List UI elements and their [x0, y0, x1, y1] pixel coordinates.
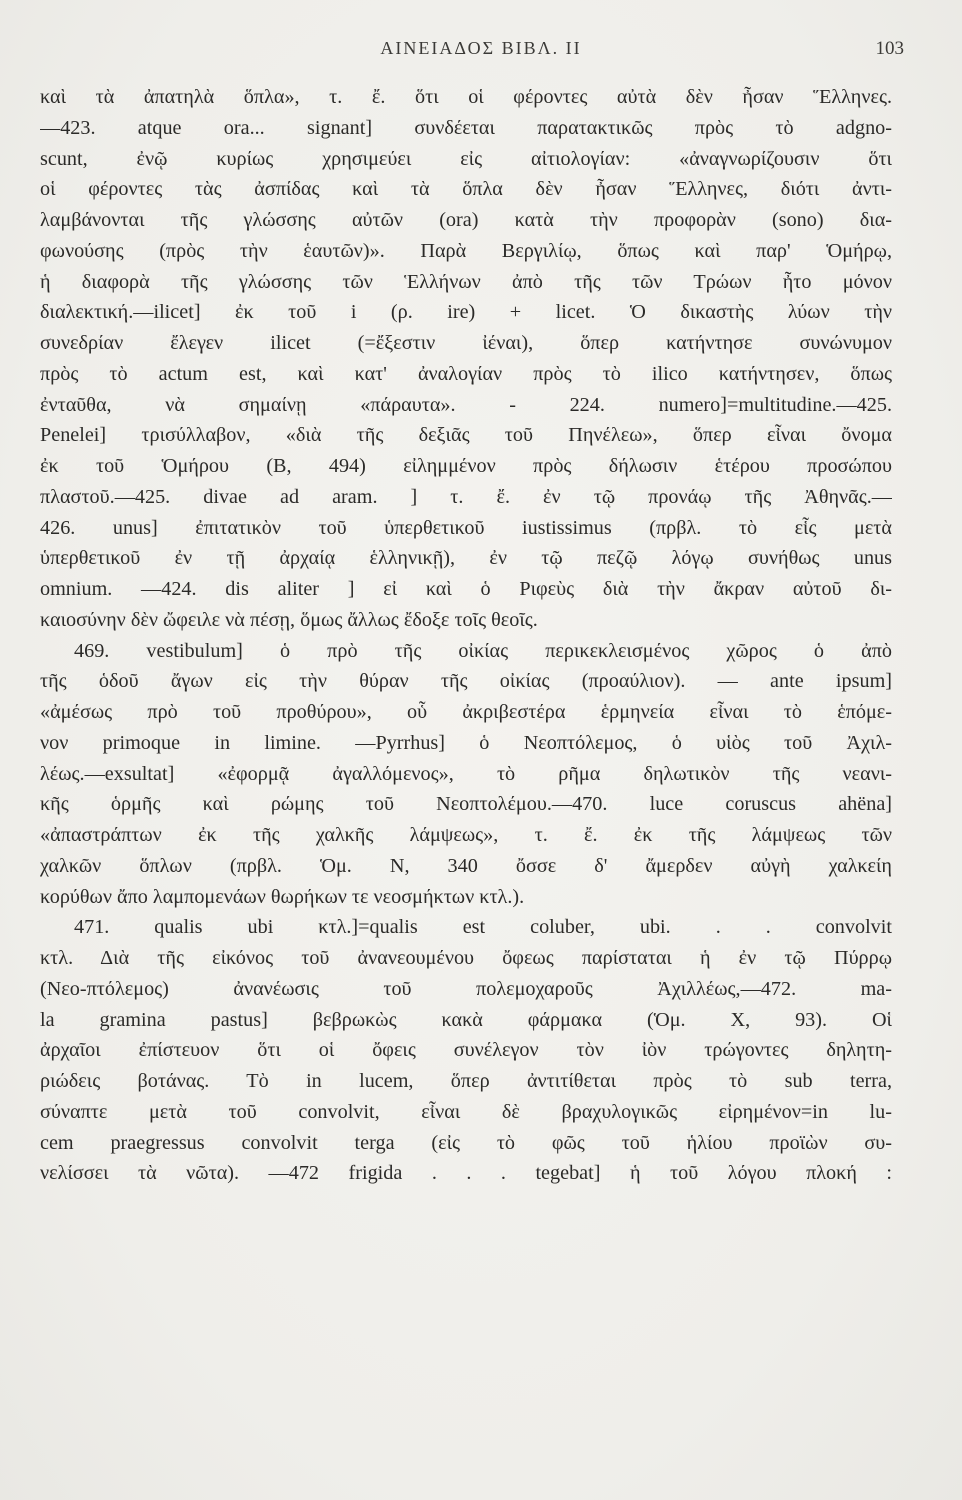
paragraph-first-line: 469. vestibulum] ὁ πρὸ τῆς οἰκίας περικεκλεισμένος χῶρος ὁ ἀπὸ: [74, 639, 892, 662]
text-line: ἐνταῦθα, νὰ σημαίνῃ «πάραυτα». - 224. numero]=multitudine.—425.: [40, 393, 892, 416]
text-line: κτλ. Διὰ τῆς εἰκόνος τοῦ ἀνανεουμένου ὄφεως παρίσταται ἡ ἐν τῷ Πύρρῳ: [40, 947, 892, 969]
text-line: συνεδρίαν ἔλεγεν ilicet (=ἔξεστιν ἰέναι), ὅπερ κατήντησε συνώνυμον: [40, 332, 892, 354]
paragraph-first-line: 471. qualis ubi κτλ.]=qualis est coluber, ubi. . . convolvit: [74, 916, 892, 939]
text-line: νελίσσει τὰ νῶτα). —472 frigida . . . tegebat] ἡ τοῦ λόγου πλοκή :: [40, 1162, 892, 1185]
text-line: φωνούσης (πρὸς τὴν ἑαυτῶν)». Παρὰ Βεργιλίῳ, ὅπως καὶ παρ' Ὁμήρῳ,: [40, 239, 892, 262]
text-line: λαμβάνονται τῆς γλώσσης αὐτῶν (ora) κατὰ τὴν προφορὰν (sono) δια-: [40, 209, 892, 231]
text-line: ἀρχαῖοι ἐπίστευον ὅτι οἱ ὄφεις συνέλεγον τὸν ἰὸν τρώγοντες δηλητη-: [40, 1039, 892, 1062]
text-line: (Νεο-πτόλεμος) ἀνανέωσις τοῦ πολεμοχαροῦς Ἀχιλλέως,—472. ma-: [40, 977, 892, 1000]
text-line: καὶ τὰ ἀπατηλὰ ὅπλα», τ. ἔ. ὅτι οἱ φέροντες αὐτὰ δὲν ἦσαν Ἕλληνες.: [40, 86, 892, 108]
running-title: ΑΙΝΕΙΑΔΟΣ ΒΙΒΛ. II: [380, 38, 582, 58]
commentary-text: [40, 82, 892, 1189]
text-line: ἡ διαφορὰ τῆς γλώσσης τῶν Ἑλλήνων ἀπὸ τῆς τῶν Τρώων ἦτο μόνον: [40, 270, 892, 293]
text-line: διαλεκτική.—ilicet] ἐκ τοῦ i (ρ. ire) + licet. Ὁ δικαστὴς λύων τὴν: [40, 301, 892, 324]
text-line: πλαστοῦ.—425. divae ad aram. ] τ. ἔ. ἐν τῷ προνάῳ τῆς Ἀθηνᾶς.—: [40, 485, 892, 508]
text-line: 426. unus] ἐπιτατικὸν τοῦ ὑπερθετικοῦ iustissimus (πρβλ. τὸ εἷς μετὰ: [40, 516, 892, 539]
text-line: σύναπτε μετὰ τοῦ convolvit, εἶναι δὲ βραχυλογικῶς εἰρημένον=in lu-: [40, 1100, 892, 1123]
text-line: χαλκῶν ὅπλων (πρβλ. Ὁμ. Ν, 340 ὄσσε δ' ἄμερδεν αὐγὴ χαλκείη: [40, 854, 892, 877]
text-line: ὑπερθετικοῦ ἐν τῇ ἀρχαίᾳ ἑλληνικῇ), ἐν τῷ πεζῷ λόγῳ συνήθως unus: [40, 547, 892, 570]
text-line: «ἀπαστράπτων ἐκ τῆς χαλκῆς λάμψεως», τ. ἔ. ἐκ τῆς λάμψεως τῶν: [40, 824, 892, 846]
text-line: οἱ φέροντες τὰς ἀσπίδας καὶ τὰ ὅπλα δὲν ἦσαν Ἕλληνες, διότι ἀντι-: [40, 178, 892, 201]
text-line: ἐκ τοῦ Ὁμήρου (Β, 494) εἰλημμένον πρὸς δήλωσιν ἑτέρου προσώπου: [40, 455, 892, 477]
text-line: omnium. —424. dis aliter ] εἰ καὶ ὁ Ριφεὺς διὰ τὴν ἄκραν αὐτοῦ δι-: [40, 578, 892, 600]
text-line: πρὸς τὸ actum est, καὶ κατ' ἀναλογίαν πρὸς τὸ ilico κατήντησεν, ὅπως: [40, 362, 892, 385]
text-line: τῆς ὁδοῦ ἄγων εἰς τὴν θύραν τῆς οἰκίας (πρoαύλιον). — ante ipsum]: [40, 670, 892, 693]
text-line: «ἀμέσως πρὸ τοῦ προθύρου», οὗ ἀκριβεστέρα ἑρμηνεία εἶναι τὸ ἑπόμε-: [40, 701, 892, 723]
text-line: καιοσύνην δὲν ὤφειλε νὰ πέσῃ, ὅμως ἄλλως ἔδοξε τοῖς θεοῖς.: [40, 608, 538, 631]
text-line: cem praegressus convolvit terga (εἰς τὸ φῶς τοῦ ἡλίου προϊὼν συ-: [40, 1131, 892, 1154]
text-line: scunt, ἐνῷ κυρίως χρησιμεύει εἰς αἰτιολογίαν: «ἀναγνωρίζουσιν ὅτι: [40, 147, 892, 170]
text-line: λέως.—exsultat] «ἐφορμᾷ ἀγαλλόμενος», τὸ ρῆμα δηλωτικὸν τῆς νεανι-: [40, 762, 892, 785]
text-line: κῆς ὁρμῆς καὶ ρώμης τοῦ Νεοπτολέμου.—470. luce coruscus ahëna]: [40, 793, 892, 816]
page-header: [40, 38, 922, 70]
text-line: la gramina pastus] βεβρωκὼς κακὰ φάρμακα (Ὁμ. Χ, 93). Οἱ: [40, 1008, 892, 1031]
text-line: Penelei] τρισύλλαβον, «διὰ τῆς δεξιᾶς τοῦ Πηνέλεω», ὅπερ εἶναι ὄνομα: [40, 424, 892, 447]
text-line: νον primoque in limine. —Pyrrhus] ὁ Νεοπτόλεμος, ὁ υἱὸς τοῦ Ἀχιλ-: [40, 731, 892, 754]
text-line: ριώδεις βοτάνας. Τὸ in lucem, ὅπερ ἀντιτίθεται πρὸς τὸ sub terra,: [40, 1070, 892, 1092]
page-number: 103: [875, 38, 904, 59]
text-line: —423. atque ora... signant] συνδέεται παρατακτικῶς πρὸς τὸ adgno-: [40, 116, 892, 139]
text-line: κορύθων ἄπο λαμπομενάων θωρήκων τε νεοσμήκτων κτλ.).: [40, 885, 525, 908]
